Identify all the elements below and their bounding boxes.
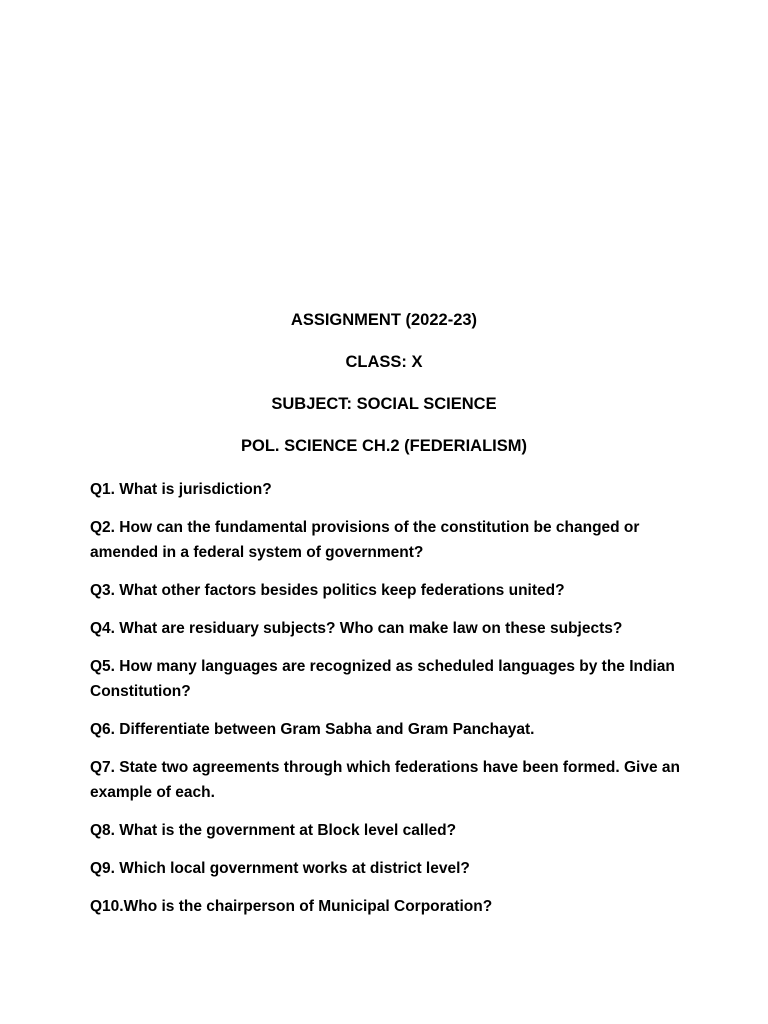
question-7: Q7. State two agreements through which federations have been formed. Give an example of each. bbox=[90, 759, 680, 801]
question-5: Q5. How many languages are recognized as scheduled languages by the Indian Constitution? bbox=[90, 658, 675, 700]
subject-label: SUBJECT: SOCIAL SCIENCE bbox=[271, 395, 497, 413]
question-6: Q6. Differentiate between Gram Sabha and Gram Panchayat. bbox=[90, 721, 535, 738]
question-2: Q2. How can the fundamental provisions of the constitution be changed or amended in a federal system of government? bbox=[90, 519, 640, 561]
question-1: Q1. What is jurisdiction? bbox=[90, 481, 272, 498]
question-8: Q8. What is the government at Block level called? bbox=[90, 822, 457, 839]
assignment-header bbox=[0, 309, 768, 477]
question-9: Q9. Which local government works at district level? bbox=[90, 860, 470, 877]
class-label: CLASS: X bbox=[345, 353, 423, 371]
question-3: Q3. What other factors besides politics keep federations united? bbox=[90, 582, 565, 599]
question-10: Q10.Who is the chairperson of Municipal Corporation? bbox=[90, 898, 493, 915]
question-list bbox=[90, 477, 690, 932]
question-4: Q4. What are residuary subjects? Who can make law on these subjects? bbox=[90, 620, 623, 637]
assignment-title: ASSIGNMENT (2022-23) bbox=[290, 311, 478, 329]
chapter-label: POL. SCIENCE CH.2 (FEDERIALISM) bbox=[240, 437, 528, 455]
